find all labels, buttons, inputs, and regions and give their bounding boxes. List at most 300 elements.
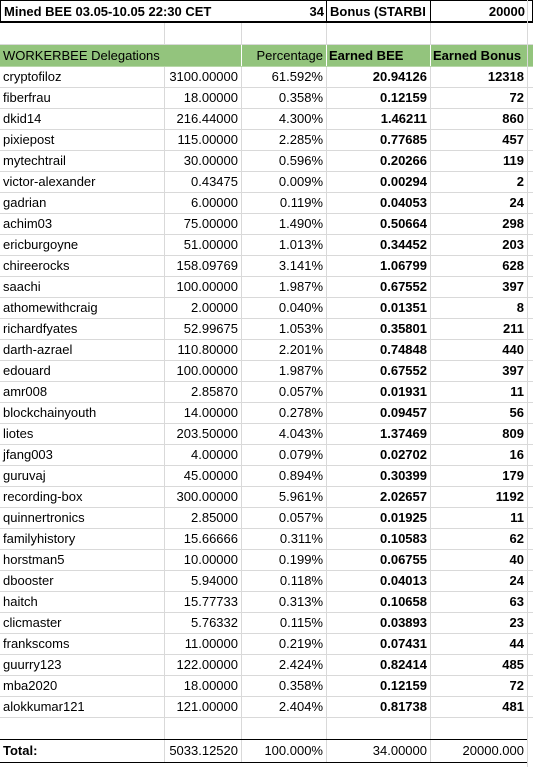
- cell-divider: [164, 340, 165, 360]
- table-row: [0, 256, 533, 277]
- cell-divider: [164, 697, 165, 717]
- delegation-amount-cell[interactable]: 121.00000: [176, 699, 238, 714]
- cell-divider: [430, 445, 431, 465]
- delegator-name-cell[interactable]: blockchainyouth: [3, 405, 97, 420]
- cell-divider: [430, 130, 431, 150]
- delegator-name-cell[interactable]: victor-alexander: [3, 174, 96, 189]
- cell-divider: [164, 740, 165, 762]
- cell-divider: [430, 67, 431, 87]
- delegator-name-cell[interactable]: dkid14: [3, 111, 42, 126]
- mined-label-cell[interactable]: Mined BEE 03.05-10.05 22:30 CET: [4, 4, 212, 19]
- percentage-cell[interactable]: 0.596%: [278, 153, 323, 168]
- table-row: [0, 613, 533, 634]
- earned-bonus-cell[interactable]: 211: [503, 321, 524, 336]
- delegation-amount-cell[interactable]: 2.85870: [191, 384, 238, 399]
- earned-bonus-cell[interactable]: 44: [509, 636, 524, 651]
- earned-bee-cell[interactable]: 1.46211: [380, 111, 427, 126]
- earned-bee-cell[interactable]: 0.74848: [380, 342, 427, 357]
- delegation-amount-cell[interactable]: 158.09769: [176, 258, 238, 273]
- earned-bonus-cell[interactable]: 628: [502, 258, 524, 273]
- percentage-cell[interactable]: 0.079%: [278, 447, 323, 462]
- delegation-amount-cell[interactable]: 4.00000: [191, 447, 238, 462]
- cell-divider: [241, 571, 242, 591]
- cell-divider: [326, 550, 327, 570]
- earned-bonus-cell[interactable]: 12318: [487, 69, 524, 84]
- delegator-name-cell[interactable]: guurry123: [3, 657, 62, 672]
- cell-divider: [241, 193, 242, 213]
- cell-divider: [326, 340, 327, 360]
- cell-divider: [164, 717, 165, 739]
- delegator-name-cell[interactable]: familyhistory: [3, 531, 76, 546]
- earned-bee-cell[interactable]: 0.12159: [380, 678, 427, 693]
- earned-bonus-cell[interactable]: 24: [509, 573, 524, 588]
- earned-bonus-cell[interactable]: 860: [502, 111, 524, 126]
- table-row: [0, 130, 533, 151]
- cell-divider: [241, 109, 242, 129]
- header-delegations[interactable]: WORKERBEE Delegations: [3, 48, 160, 63]
- delegator-name-cell[interactable]: alokkumar121: [3, 699, 85, 714]
- cell-divider: [326, 45, 327, 66]
- empty-row: [0, 23, 533, 45]
- cell-divider: [241, 529, 242, 549]
- cell-divider: [326, 1, 327, 21]
- percentage-cell[interactable]: 1.490%: [278, 216, 323, 231]
- cell-divider: [430, 277, 431, 297]
- earned-bee-cell[interactable]: 0.06755: [380, 552, 427, 567]
- delegation-amount-cell[interactable]: 14.00000: [183, 405, 238, 420]
- delegator-name-cell[interactable]: pixiepost: [3, 132, 55, 147]
- earned-bonus-cell[interactable]: 72: [509, 678, 524, 693]
- cell-divider: [164, 298, 165, 318]
- total-percentage[interactable]: 100.000%: [264, 743, 323, 758]
- delegation-amount-cell[interactable]: 11.00000: [184, 636, 238, 651]
- total-earned-bonus[interactable]: 20000.000: [462, 743, 524, 758]
- cell-divider: [164, 403, 165, 423]
- cell-divider: [326, 487, 327, 507]
- earned-bee-cell[interactable]: 0.03893: [380, 615, 427, 630]
- earned-bonus-cell[interactable]: 63: [509, 594, 524, 609]
- delegator-name-cell[interactable]: dbooster: [3, 573, 54, 588]
- earned-bonus-cell[interactable]: 397: [502, 279, 524, 294]
- earned-bee-cell[interactable]: 2.02657: [380, 489, 427, 504]
- empty-row: [0, 717, 533, 739]
- earned-bee-cell[interactable]: 0.20266: [380, 153, 427, 168]
- table-row: [0, 445, 533, 466]
- earned-bee-cell[interactable]: 0.67552: [380, 363, 427, 378]
- earned-bee-cell[interactable]: 0.10658: [380, 594, 427, 609]
- percentage-cell[interactable]: 1.053%: [278, 321, 323, 336]
- earned-bonus-cell[interactable]: 62: [509, 531, 524, 546]
- total-row: [0, 739, 527, 763]
- delegator-name-cell[interactable]: recording-box: [3, 489, 83, 504]
- earned-bee-cell[interactable]: 1.37469: [380, 426, 427, 441]
- earned-bee-cell[interactable]: 0.82414: [380, 657, 427, 672]
- delegator-name-cell[interactable]: jfang003: [3, 447, 53, 462]
- delegator-name-cell[interactable]: horstman5: [3, 552, 65, 567]
- delegation-rows: [0, 67, 533, 718]
- earned-bee-cell[interactable]: 0.07431: [380, 636, 427, 651]
- cell-divider: [164, 130, 165, 150]
- cell-divider: [241, 655, 242, 675]
- delegator-name-cell[interactable]: richardfyates: [3, 321, 78, 336]
- cell-divider: [164, 214, 165, 234]
- earned-bonus-cell[interactable]: 24: [509, 195, 524, 210]
- earned-bonus-cell[interactable]: 457: [502, 132, 524, 147]
- table-row: [0, 403, 533, 424]
- bonus-label-cell[interactable]: Bonus (STARBI: [330, 4, 426, 19]
- cell-divider: [326, 676, 327, 696]
- delegator-name-cell[interactable]: mytechtrail: [3, 153, 66, 168]
- earned-bee-cell[interactable]: 0.02702: [380, 447, 427, 462]
- delegator-name-cell[interactable]: saachi: [3, 279, 41, 294]
- cell-divider: [430, 592, 431, 612]
- total-earned-bee[interactable]: 34.00000: [372, 743, 427, 758]
- cell-divider: [164, 676, 165, 696]
- percentage-cell[interactable]: 0.115%: [279, 615, 323, 630]
- delegator-name-cell[interactable]: edouard: [3, 363, 51, 378]
- cell-divider: [164, 571, 165, 591]
- delegator-name-cell[interactable]: athomewithcraig: [3, 300, 98, 315]
- table-row: [0, 67, 533, 88]
- cell-divider: [430, 550, 431, 570]
- earned-bonus-cell[interactable]: 40: [509, 552, 524, 567]
- percentage-cell[interactable]: 0.278%: [278, 405, 323, 420]
- cell-divider: [241, 340, 242, 360]
- delegator-name-cell[interactable]: mba2020: [3, 678, 58, 693]
- percentage-cell[interactable]: 2.201%: [278, 342, 323, 357]
- delegator-name-cell[interactable]: gadrian: [3, 195, 47, 210]
- cell-divider: [241, 235, 242, 255]
- cell-divider: [164, 382, 165, 402]
- earned-bee-cell[interactable]: 0.00294: [380, 174, 427, 189]
- cell-divider: [326, 151, 327, 171]
- earned-bonus-cell[interactable]: 179: [502, 468, 524, 483]
- percentage-cell[interactable]: 1.987%: [278, 279, 323, 294]
- earned-bee-cell[interactable]: 0.67552: [380, 279, 427, 294]
- cell-divider: [430, 340, 431, 360]
- earned-bee-cell[interactable]: 0.50664: [380, 216, 427, 231]
- cell-divider: [326, 172, 327, 192]
- percentage-cell[interactable]: 1.013%: [278, 237, 323, 252]
- percentage-cell[interactable]: 4.043%: [278, 426, 323, 441]
- delegation-amount-cell[interactable]: 2.85000: [191, 510, 238, 525]
- percentage-cell[interactable]: 0.118%: [279, 573, 323, 588]
- mined-summary-row: [0, 0, 533, 23]
- percentage-cell[interactable]: 3.141%: [278, 258, 323, 273]
- table-row: [0, 172, 533, 193]
- earned-bee-cell[interactable]: 20.94126: [372, 69, 427, 84]
- earned-bonus-cell[interactable]: 203: [502, 237, 524, 252]
- cell-divider: [241, 151, 242, 171]
- table-row: [0, 298, 533, 319]
- earned-bee-cell[interactable]: 0.77685: [380, 132, 427, 147]
- cell-divider: [430, 403, 431, 423]
- cell-divider: [241, 634, 242, 654]
- cell-divider: [430, 717, 431, 739]
- percentage-cell[interactable]: 4.300%: [278, 111, 323, 126]
- cell-divider: [241, 676, 242, 696]
- delegation-amount-cell[interactable]: 18.00000: [183, 90, 238, 105]
- cell-divider: [326, 655, 327, 675]
- percentage-cell[interactable]: 5.961%: [278, 489, 323, 504]
- cell-divider: [241, 740, 242, 762]
- delegation-amount-cell[interactable]: 3100.00000: [169, 69, 238, 84]
- cell-divider: [164, 23, 165, 44]
- percentage-cell[interactable]: 0.358%: [278, 678, 323, 693]
- table-row: [0, 592, 533, 613]
- delegation-amount-cell[interactable]: 100.00000: [176, 363, 238, 378]
- earned-bee-cell[interactable]: 0.01931: [380, 384, 427, 399]
- cell-divider: [241, 256, 242, 276]
- percentage-cell[interactable]: 2.424%: [278, 657, 323, 672]
- cell-divider: [326, 466, 327, 486]
- table-row: [0, 277, 533, 298]
- percentage-cell[interactable]: 0.894%: [278, 468, 323, 483]
- cell-divider: [164, 592, 165, 612]
- percentage-cell[interactable]: 61.592%: [271, 69, 323, 84]
- earned-bonus-cell[interactable]: 119: [503, 153, 524, 168]
- cell-divider: [430, 214, 431, 234]
- delegation-amount-cell[interactable]: 51.00000: [183, 237, 238, 252]
- cell-divider: [430, 740, 431, 762]
- cell-divider: [326, 592, 327, 612]
- delegation-amount-cell[interactable]: 300.00000: [176, 489, 238, 504]
- table-row: [0, 319, 533, 340]
- cell-divider: [430, 109, 431, 129]
- cell-divider: [430, 151, 431, 171]
- cell-divider: [326, 529, 327, 549]
- table-row: [0, 88, 533, 109]
- delegator-name-cell[interactable]: achim03: [3, 216, 53, 231]
- cell-divider: [326, 214, 327, 234]
- earned-bonus-cell[interactable]: 809: [502, 426, 524, 441]
- cell-divider: [164, 550, 165, 570]
- mined-value-cell[interactable]: 34: [309, 4, 324, 19]
- table-row: [0, 382, 533, 403]
- delegation-amount-cell[interactable]: 30.00000: [183, 153, 238, 168]
- delegation-amount-cell[interactable]: 75.00000: [183, 216, 238, 231]
- cell-divider: [164, 319, 165, 339]
- delegation-amount-cell[interactable]: 6.00000: [191, 195, 238, 210]
- percentage-cell[interactable]: 0.311%: [279, 531, 323, 546]
- cell-divider: [241, 130, 242, 150]
- cell-divider: [241, 382, 242, 402]
- cell-divider: [164, 151, 165, 171]
- cell-divider: [326, 256, 327, 276]
- cell-divider: [430, 655, 431, 675]
- earned-bonus-cell[interactable]: 485: [502, 657, 524, 672]
- cell-divider: [241, 508, 242, 528]
- cell-divider: [430, 508, 431, 528]
- percentage-cell[interactable]: 0.313%: [278, 594, 323, 609]
- earned-bee-cell[interactable]: 0.01351: [380, 300, 427, 315]
- earned-bonus-cell[interactable]: 481: [502, 699, 524, 714]
- cell-divider: [430, 487, 431, 507]
- table-row: [0, 529, 533, 550]
- earned-bonus-cell[interactable]: 16: [509, 447, 524, 462]
- earned-bonus-cell[interactable]: 1192: [495, 489, 524, 504]
- delegation-amount-cell[interactable]: 15.66666: [183, 531, 238, 546]
- earned-bee-cell[interactable]: 0.30399: [380, 468, 427, 483]
- percentage-cell[interactable]: 0.358%: [278, 90, 323, 105]
- cell-divider: [326, 403, 327, 423]
- table-row: [0, 550, 533, 571]
- earned-bonus-cell[interactable]: 72: [509, 90, 524, 105]
- table-row: [0, 676, 533, 697]
- delegation-amount-cell[interactable]: 110.80000: [177, 342, 238, 357]
- earned-bee-cell[interactable]: 0.09457: [380, 405, 427, 420]
- cell-divider: [326, 717, 327, 739]
- delegator-name-cell[interactable]: darth-azrael: [3, 342, 73, 357]
- cell-divider: [241, 424, 242, 444]
- percentage-cell[interactable]: 0.119%: [279, 195, 323, 210]
- earned-bonus-cell[interactable]: 440: [502, 342, 524, 357]
- table-row: [0, 634, 533, 655]
- earned-bonus-cell[interactable]: 298: [502, 216, 524, 231]
- earned-bonus-cell[interactable]: 11: [510, 510, 524, 525]
- percentage-cell[interactable]: 1.987%: [278, 363, 323, 378]
- delegation-amount-cell[interactable]: 115.00000: [177, 132, 238, 147]
- delegator-name-cell[interactable]: liotes: [3, 426, 34, 441]
- percentage-cell[interactable]: 2.285%: [278, 132, 323, 147]
- cell-divider: [326, 613, 327, 633]
- cell-divider: [430, 23, 431, 44]
- cell-divider: [164, 361, 165, 381]
- cell-divider: [430, 466, 431, 486]
- bonus-value-cell[interactable]: 20000: [488, 4, 525, 19]
- cell-divider: [241, 67, 242, 87]
- cell-divider: [430, 319, 431, 339]
- cell-divider: [326, 67, 327, 87]
- cell-divider: [164, 193, 165, 213]
- delegation-amount-cell[interactable]: 15.77733: [183, 594, 238, 609]
- cell-divider: [241, 613, 242, 633]
- cell-divider: [430, 697, 431, 717]
- delegator-name-cell[interactable]: quinnertronics: [3, 510, 85, 525]
- cell-divider: [164, 256, 165, 276]
- cell-divider: [241, 697, 242, 717]
- cell-divider: [430, 298, 431, 318]
- table-header-row: [0, 45, 533, 67]
- delegation-amount-cell[interactable]: 45.00000: [183, 468, 238, 483]
- cell-divider: [164, 88, 165, 108]
- earned-bee-cell[interactable]: 0.04053: [380, 195, 427, 210]
- percentage-cell[interactable]: 0.057%: [278, 510, 323, 525]
- cell-divider: [164, 634, 165, 654]
- cell-divider: [326, 382, 327, 402]
- percentage-cell[interactable]: 0.057%: [278, 384, 323, 399]
- earned-bee-cell[interactable]: 0.34452: [380, 237, 427, 252]
- delegation-amount-cell[interactable]: 2.00000: [191, 300, 238, 315]
- cell-divider: [430, 235, 431, 255]
- total-label[interactable]: Total:: [3, 743, 38, 758]
- delegation-amount-cell[interactable]: 0.43475: [191, 174, 238, 189]
- delegation-amount-cell[interactable]: 10.00000: [183, 552, 238, 567]
- cell-divider: [326, 634, 327, 654]
- cell-divider: [241, 298, 242, 318]
- table-row: [0, 424, 533, 445]
- cell-divider: [241, 23, 242, 44]
- table-row: [0, 214, 533, 235]
- cell-divider: [326, 298, 327, 318]
- percentage-cell[interactable]: 2.404%: [278, 699, 323, 714]
- delegator-name-cell[interactable]: chireerocks: [3, 258, 70, 273]
- cell-divider: [430, 1, 431, 21]
- cell-divider: [430, 361, 431, 381]
- cell-divider: [326, 424, 327, 444]
- percentage-cell[interactable]: 0.040%: [278, 300, 323, 315]
- table-row: [0, 508, 533, 529]
- header-earned-bee[interactable]: Earned BEE: [329, 48, 404, 63]
- earned-bonus-cell[interactable]: 2: [516, 174, 524, 189]
- delegation-amount-cell[interactable]: 216.44000: [176, 111, 238, 126]
- cell-divider: [326, 445, 327, 465]
- earned-bee-cell[interactable]: 0.81738: [380, 699, 427, 714]
- delegation-amount-cell[interactable]: 203.50000: [176, 426, 238, 441]
- cell-divider: [241, 88, 242, 108]
- cell-divider: [326, 277, 327, 297]
- earned-bee-cell[interactable]: 0.04013: [380, 573, 427, 588]
- header-percentage[interactable]: Percentage: [256, 48, 323, 63]
- cell-divider: [326, 508, 327, 528]
- delegator-name-cell[interactable]: haitch: [3, 594, 38, 609]
- delegation-amount-cell[interactable]: 5.94000: [191, 573, 238, 588]
- percentage-cell[interactable]: 0.219%: [278, 636, 323, 651]
- delegation-amount-cell[interactable]: 18.00000: [183, 678, 238, 693]
- table-row: [0, 571, 533, 592]
- delegation-amount-cell[interactable]: 100.00000: [176, 279, 238, 294]
- percentage-cell[interactable]: 0.009%: [278, 174, 323, 189]
- earned-bonus-cell[interactable]: 23: [509, 615, 524, 630]
- earned-bee-cell[interactable]: 0.01925: [380, 510, 427, 525]
- cell-divider: [241, 592, 242, 612]
- delegation-amount-cell[interactable]: 52.99675: [183, 321, 238, 336]
- cell-divider: [326, 109, 327, 129]
- earned-bee-cell[interactable]: 1.06799: [380, 258, 427, 273]
- cell-divider: [241, 487, 242, 507]
- delegator-name-cell[interactable]: ericburgoyne: [3, 237, 79, 252]
- total-amount[interactable]: 5033.12520: [169, 743, 238, 758]
- percentage-cell[interactable]: 0.199%: [278, 552, 323, 567]
- earned-bee-cell[interactable]: 0.10583: [380, 531, 427, 546]
- delegation-amount-cell[interactable]: 5.76332: [191, 615, 238, 630]
- earned-bonus-cell[interactable]: 8: [516, 300, 524, 315]
- cell-divider: [430, 256, 431, 276]
- table-row: [0, 697, 533, 718]
- earned-bonus-cell[interactable]: 397: [502, 363, 524, 378]
- cell-divider: [164, 424, 165, 444]
- cell-divider: [326, 193, 327, 213]
- delegator-name-cell[interactable]: fiberfrau: [3, 90, 51, 105]
- delegator-name-cell[interactable]: amr008: [3, 384, 48, 399]
- cell-divider: [430, 382, 431, 402]
- cell-divider: [326, 130, 327, 150]
- earned-bee-cell[interactable]: 0.12159: [380, 90, 427, 105]
- earned-bee-cell[interactable]: 0.35801: [380, 321, 427, 336]
- delegation-amount-cell[interactable]: 122.00000: [176, 657, 238, 672]
- delegator-name-cell[interactable]: cryptofiloz: [3, 69, 62, 84]
- cell-divider: [241, 361, 242, 381]
- delegator-name-cell[interactable]: guruvaj: [3, 468, 46, 483]
- earned-bonus-cell[interactable]: 11: [510, 384, 524, 399]
- cell-divider: [430, 571, 431, 591]
- earned-bonus-cell[interactable]: 56: [509, 405, 524, 420]
- header-earned-bonus[interactable]: Earned Bonus: [433, 48, 522, 63]
- grid-edge: [527, 0, 528, 767]
- delegator-name-cell[interactable]: frankscoms: [3, 636, 70, 651]
- delegator-name-cell[interactable]: clicmaster: [3, 615, 62, 630]
- cell-divider: [326, 88, 327, 108]
